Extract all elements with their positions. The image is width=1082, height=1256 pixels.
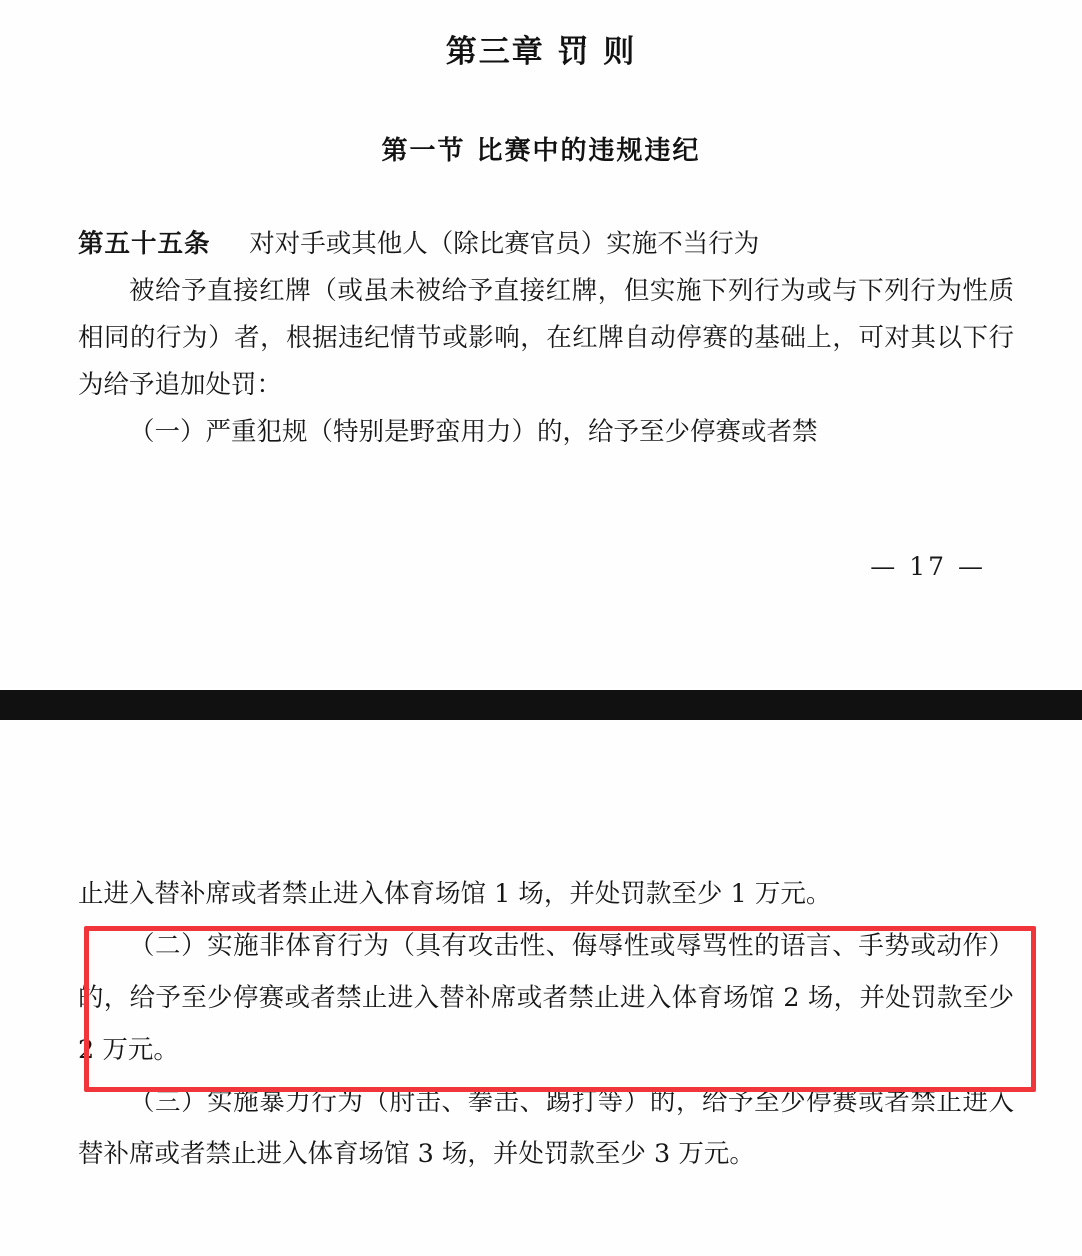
- article-number: 第五十五条: [78, 229, 211, 260]
- page-number: — 17 —: [870, 552, 986, 581]
- article-body: [78, 221, 1014, 456]
- chapter-heading: 第三章 罚 则: [445, 34, 637, 70]
- article-item-2: （二）实施非体育行为（具有攻击性、侮辱性或辱骂性的语言、手势或动作）的，给予至少停赛或者禁止进入替补席或者禁止进入体育场馆 2 场，并处罚款至少 2 万元。: [78, 931, 1014, 1065]
- article-item-1: （一）严重犯规（特别是野蛮用力）的，给予至少停赛或者禁: [129, 417, 818, 448]
- page-separator-band: [0, 690, 1082, 720]
- section-heading: 第一节 比赛中的违规违纪: [381, 136, 701, 167]
- article-title: 对对手或其他人（除比赛官员）实施不当行为: [249, 229, 760, 260]
- page-fragment-bottom: [0, 720, 1082, 1256]
- article-paragraph-1: 被给予直接红牌（或虽未被给予直接红牌，但实施下列行为或与下列行为性质相同的行为）者，根据违纪情节或影响，在红牌自动停赛的基础上，可对其以下行为给予追加处罚：: [78, 276, 1014, 401]
- article-heading-line: [78, 221, 1014, 268]
- article-item-3: （三）实施暴力行为（肘击、拳击、踢打等）的，给予至少停赛或者禁止进入替补席或者禁止进入体育场馆 3 场，并处罚款至少 3 万元。: [78, 1087, 1014, 1169]
- continued-article-body: [78, 868, 1014, 1180]
- continuation-line: 止进入替补席或者禁止进入体育场馆 1 场，并处罚款至少 1 万元。: [78, 879, 832, 909]
